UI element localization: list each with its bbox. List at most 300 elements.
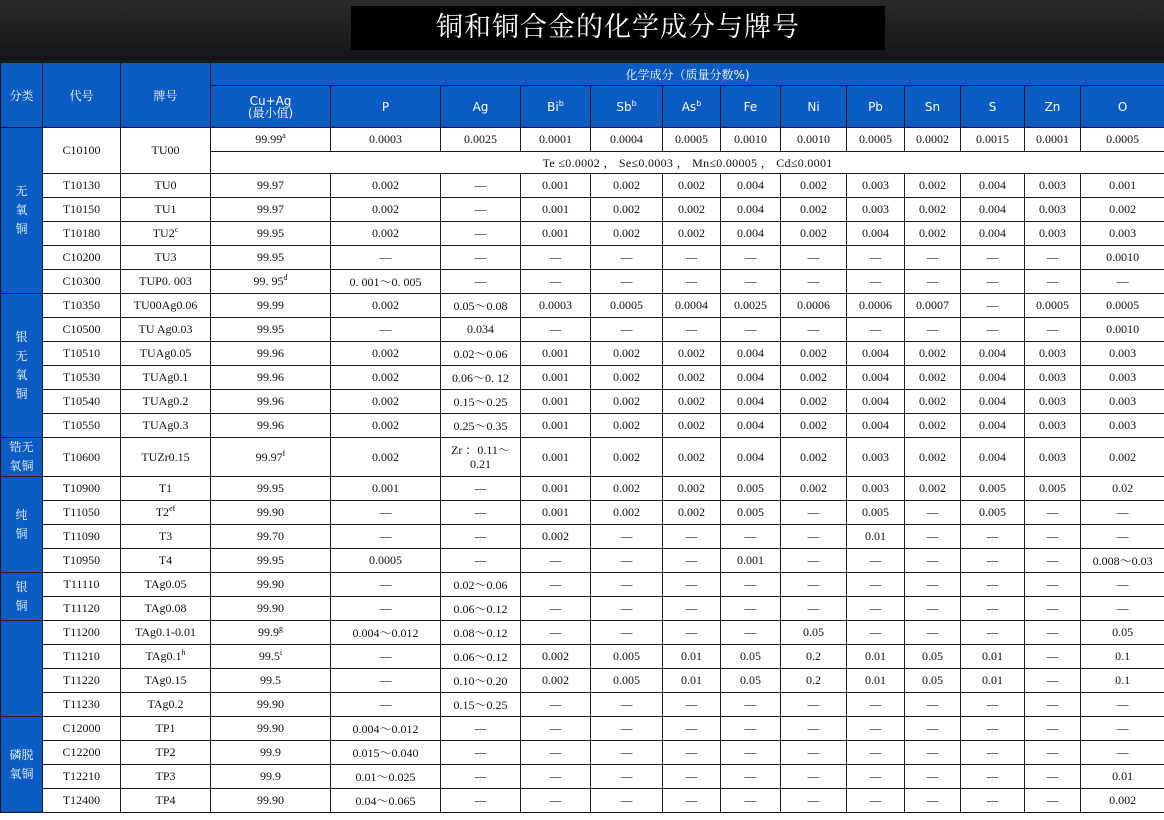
grade-cell: [121, 342, 211, 366]
cuag-value: 99.90: [257, 577, 284, 591]
element-value-cell: —: [521, 693, 591, 717]
element-value-cell: —: [441, 501, 521, 525]
element-value-cell: 0.004: [721, 390, 781, 414]
element-value-cell: 0.004: [847, 222, 905, 246]
header-element-1: [441, 86, 521, 128]
element-value-cell: 0.02: [1081, 477, 1164, 501]
cuag-value: 99.97: [255, 449, 283, 464]
grade-value: TAg0.1-0.01: [134, 625, 197, 639]
element-value-cell: 0.0006: [781, 294, 847, 318]
category-label-part: 铜: [15, 598, 28, 613]
table-row: [1, 693, 1164, 717]
cuag-cell: [211, 222, 331, 246]
element-value-cell: 0.002: [331, 294, 441, 318]
element-value-cell: —: [591, 765, 663, 789]
table-row: [1, 390, 1164, 414]
title-banner: [0, 0, 1164, 60]
element-value-cell: —: [663, 741, 721, 765]
element-value-cell: 0.002: [521, 645, 591, 669]
cuag-value: 99.90: [257, 697, 284, 711]
element-value-cell: 0.002: [905, 222, 961, 246]
header-element-name: O: [1117, 99, 1128, 114]
table-row: [1, 270, 1164, 294]
element-value-cell: 0.004: [961, 390, 1025, 414]
element-value-cell: —: [781, 765, 847, 789]
element-value-cell: —: [847, 741, 905, 765]
cuag-value: 99.70: [257, 529, 284, 543]
element-value-cell: Zr ：0.11～ 0.21: [441, 438, 521, 477]
category-cell: [1, 621, 43, 717]
element-value-cell: 0.01: [663, 669, 721, 693]
cuag-value: 99.90: [257, 721, 284, 735]
cuag-value: 99.9: [258, 625, 279, 639]
cuag-cell: [211, 741, 331, 765]
grade-value: TUZr0.15: [141, 449, 190, 464]
element-value-cell: 0.002: [905, 477, 961, 501]
grade-cell: [121, 717, 211, 741]
grade-cell: [121, 438, 211, 477]
header-element-name: P: [381, 99, 390, 114]
category-label-part: 氧: [15, 367, 28, 382]
header-element-footnote: b: [558, 98, 564, 108]
grade-cell: [121, 222, 211, 246]
category-label-part: 银: [15, 579, 28, 594]
element-value-cell: —: [721, 693, 781, 717]
element-value-cell: 0.002: [781, 342, 847, 366]
cuag-cell: [211, 198, 331, 222]
category-label-part: 氧铜: [9, 459, 34, 473]
element-value-cell: —: [1025, 645, 1081, 669]
element-value-cell: 0.002: [781, 390, 847, 414]
element-value-cell: —: [441, 789, 521, 813]
element-value-cell: 0.002: [663, 390, 721, 414]
element-value-cell: —: [847, 573, 905, 597]
element-value-cell: 0.003: [1081, 366, 1164, 390]
element-value-cell: 0.0010: [781, 128, 847, 152]
element-value-cell: 0.001: [521, 174, 591, 198]
element-value-cell: —: [721, 246, 781, 270]
element-value-cell: —: [905, 693, 961, 717]
table-row: [1, 765, 1164, 789]
element-value-cell: —: [847, 717, 905, 741]
cuag-cell: [211, 717, 331, 741]
element-value-cell: 0.002: [663, 198, 721, 222]
cuag-cell: [211, 174, 331, 198]
element-value-cell: 0.0010: [1081, 318, 1164, 342]
table-row: [1, 573, 1164, 597]
element-value-cell: 0.0005: [1081, 128, 1164, 152]
element-value-cell: 0.01: [847, 525, 905, 549]
element-value-cell: —: [961, 549, 1025, 573]
cuag-value: 99.5: [258, 649, 280, 663]
element-value-cell: —: [721, 270, 781, 294]
table-body: [1, 128, 1164, 813]
element-value-cell: 0.001: [521, 477, 591, 501]
code-cell: T11220: [43, 669, 121, 693]
element-value-cell: 0.004: [721, 222, 781, 246]
impurity-note: Te ≤0.0002 ， Se≤0.0003 ， Mn≤0.00005 ， Cd≤0.0001: [211, 152, 1164, 174]
element-value-cell: 0.05: [905, 645, 961, 669]
code-cell: T12210: [43, 765, 121, 789]
element-value-cell: —: [331, 501, 441, 525]
element-value-cell: —: [781, 246, 847, 270]
element-value-cell: —: [591, 597, 663, 621]
element-value-cell: —: [847, 318, 905, 342]
element-value-cell: —: [441, 198, 521, 222]
element-value-cell: —: [961, 789, 1025, 813]
element-value-cell: —: [441, 477, 521, 501]
element-value-cell: 0.002: [591, 414, 663, 438]
element-value-cell: 0.002: [781, 477, 847, 501]
header-element-8: [905, 86, 961, 128]
element-value-cell: 0.0005: [663, 128, 721, 152]
category-label-part: 氧: [15, 203, 28, 217]
element-value-cell: —: [847, 765, 905, 789]
grade-value: TP1: [155, 721, 176, 735]
grade-value: T3: [158, 529, 173, 543]
element-value-cell: —: [521, 597, 591, 621]
grade-cell: [121, 294, 211, 318]
code-cell: C10200: [43, 246, 121, 270]
element-value-cell: —: [905, 501, 961, 525]
element-value-cell: 0.002: [905, 366, 961, 390]
category-cell: [1, 294, 43, 438]
grade-value: TU00Ag0.06: [133, 298, 198, 312]
element-value-cell: 0.0003: [521, 294, 591, 318]
category-cell: [1, 477, 43, 573]
table-row: [1, 525, 1164, 549]
header-element-name: Zn: [1044, 99, 1061, 114]
element-value-cell: —: [331, 525, 441, 549]
grade-value: TU00: [151, 143, 180, 157]
category-label-part: 锆无: [9, 440, 34, 454]
element-value-cell: 0.001: [521, 414, 591, 438]
element-value-cell: —: [961, 294, 1025, 318]
element-value-cell: —: [441, 222, 521, 246]
element-value-cell: —: [591, 789, 663, 813]
element-value-cell: 0.05: [721, 669, 781, 693]
element-value-cell: 0.002: [663, 477, 721, 501]
element-value-cell: —: [721, 597, 781, 621]
element-value-cell: 0.2: [781, 669, 847, 693]
code-cell: T10180: [43, 222, 121, 246]
element-value-cell: 0.005: [591, 669, 663, 693]
element-value-cell: —: [847, 549, 905, 573]
table-row: [1, 741, 1164, 765]
element-value-cell: 0.002: [781, 438, 847, 477]
grade-value: T4: [158, 553, 173, 567]
element-value-cell: 0.003: [1025, 390, 1081, 414]
grade-value: TU1: [154, 202, 177, 216]
element-value-cell: —: [441, 246, 521, 270]
header-element-name: S: [988, 99, 997, 114]
cuag-footnote: g: [279, 624, 283, 633]
grade-value: TUP0. 003: [139, 274, 192, 288]
code-cell: T10950: [43, 549, 121, 573]
element-value-cell: 0.0004: [591, 128, 663, 152]
element-value-cell: —: [591, 270, 663, 294]
element-value-cell: —: [663, 246, 721, 270]
code-cell: T10150: [43, 198, 121, 222]
code-cell: T11200: [43, 621, 121, 645]
element-value-cell: 0.05: [1081, 621, 1164, 645]
element-value-cell: 0.003: [1081, 414, 1164, 438]
cuag-footnote: i: [279, 648, 283, 657]
header-cuag: [211, 86, 331, 128]
element-value-cell: —: [781, 597, 847, 621]
code-cell: T10540: [43, 390, 121, 414]
code-cell: C10100: [43, 128, 121, 174]
grade-cell: [121, 645, 211, 669]
element-value-cell: 0.1: [1081, 645, 1164, 669]
element-value-cell: 0.002: [1081, 438, 1164, 477]
element-value-cell: 0.003: [1081, 222, 1164, 246]
table-row: [1, 501, 1164, 525]
element-value-cell: 0.001: [521, 438, 591, 477]
element-value-cell: —: [1025, 669, 1081, 693]
element-value-cell: —: [905, 621, 961, 645]
element-value-cell: —: [663, 573, 721, 597]
element-value-cell: —: [1081, 501, 1164, 525]
code-cell: C12200: [43, 741, 121, 765]
grade-cell: [121, 621, 211, 645]
element-value-cell: 0.003: [1081, 390, 1164, 414]
element-value-cell: 0.0005: [1025, 294, 1081, 318]
element-value-cell: —: [441, 765, 521, 789]
element-value-cell: 0.002: [331, 438, 441, 477]
element-value-cell: —: [961, 597, 1025, 621]
element-value-cell: —: [905, 318, 961, 342]
table-row: [1, 246, 1164, 270]
element-value-cell: —: [663, 549, 721, 573]
element-value-cell: —: [331, 597, 441, 621]
element-value-cell: —: [663, 717, 721, 741]
cuag-value: 99.95: [257, 553, 284, 567]
element-value-cell: —: [781, 717, 847, 741]
table-row: [1, 645, 1164, 669]
element-value-cell: —: [1081, 573, 1164, 597]
element-value-cell: —: [781, 573, 847, 597]
code-cell: T10900: [43, 477, 121, 501]
element-value-cell: 0.002: [521, 525, 591, 549]
grade-cell: [121, 390, 211, 414]
element-value-cell: 0.003: [1025, 198, 1081, 222]
element-value-cell: 0.005: [961, 477, 1025, 501]
header-element-11: [1081, 86, 1164, 128]
category-cell: [1, 438, 43, 477]
grade-cell: [121, 198, 211, 222]
grade-value: TUAg0.05: [139, 346, 192, 360]
element-value-cell: 0.0010: [1081, 246, 1164, 270]
category-cell: [1, 573, 43, 621]
header-cuag-sub: (最小值): [247, 105, 294, 120]
cuag-cell: [211, 549, 331, 573]
element-value-cell: —: [1025, 789, 1081, 813]
element-value-cell: 0.002: [591, 477, 663, 501]
element-value-cell: 0.01: [663, 645, 721, 669]
code-cell: C10300: [43, 270, 121, 294]
element-value-cell: —: [1025, 597, 1081, 621]
element-value-cell: 0.005: [591, 645, 663, 669]
code-cell: T10130: [43, 174, 121, 198]
element-value-cell: 0.002: [905, 174, 961, 198]
header-element-2: [521, 86, 591, 128]
element-value-cell: —: [591, 525, 663, 549]
element-value-cell: 0.002: [331, 198, 441, 222]
element-value-cell: 0.003: [1025, 174, 1081, 198]
code-cell: T11110: [43, 573, 121, 597]
table-row: [1, 789, 1164, 813]
element-value-cell: 0.002: [591, 501, 663, 525]
table-row: [1, 174, 1164, 198]
element-value-cell: 0.2: [781, 645, 847, 669]
cuag-value: 99. 95: [253, 274, 284, 288]
cuag-value: 99.97: [257, 202, 284, 216]
table-row: [1, 438, 1164, 477]
table-row: [1, 198, 1164, 222]
header-element-3: [591, 86, 663, 128]
element-value-cell: —: [441, 525, 521, 549]
table-row: [1, 717, 1164, 741]
composition-table: [0, 62, 1164, 813]
element-value-cell: —: [847, 621, 905, 645]
element-value-cell: —: [521, 717, 591, 741]
element-value-cell: 0.004～0.012: [331, 621, 441, 645]
element-value-cell: 0.004: [961, 198, 1025, 222]
grade-footnote: h: [181, 648, 186, 657]
element-value-cell: 0.0025: [441, 128, 521, 152]
element-value-cell: 0.003: [1025, 414, 1081, 438]
element-value-cell: —: [905, 270, 961, 294]
element-value-cell: 0.004: [721, 198, 781, 222]
element-value-cell: 0.0010: [721, 128, 781, 152]
element-value-cell: —: [591, 246, 663, 270]
element-value-cell: 0.002: [591, 198, 663, 222]
element-value-cell: 0.06～0.12: [441, 597, 521, 621]
element-value-cell: 0.003: [847, 477, 905, 501]
table-row: [1, 669, 1164, 693]
element-value-cell: —: [721, 525, 781, 549]
element-value-cell: 0.002: [781, 366, 847, 390]
element-value-cell: —: [781, 270, 847, 294]
element-value-cell: —: [521, 270, 591, 294]
element-value-cell: —: [1081, 741, 1164, 765]
element-value-cell: 0.005: [721, 477, 781, 501]
header-element-6: [781, 86, 847, 128]
element-value-cell: 0.004～0.012: [331, 717, 441, 741]
element-value-cell: 0.002: [591, 174, 663, 198]
element-value-cell: 0.0007: [905, 294, 961, 318]
header-element-name: Bi: [547, 99, 559, 114]
grade-value: T1: [158, 481, 173, 495]
grade-cell: [121, 318, 211, 342]
category-label-part: 无: [15, 348, 28, 363]
element-value-cell: —: [961, 765, 1025, 789]
element-value-cell: —: [521, 549, 591, 573]
grade-value: TUAg0.2: [142, 394, 189, 408]
element-value-cell: —: [663, 318, 721, 342]
cuag-cell: [211, 477, 331, 501]
grade-cell: [121, 597, 211, 621]
element-value-cell: 0.002: [591, 390, 663, 414]
element-value-cell: 0. 001～0. 005: [331, 270, 441, 294]
element-value-cell: 0.25～0.35: [441, 414, 521, 438]
grade-value: TP2: [155, 745, 176, 759]
table-row: [1, 342, 1164, 366]
header-element-name: Sb: [616, 99, 632, 114]
header-element-name: Sn: [924, 99, 941, 114]
element-value-cell: 0.001: [331, 477, 441, 501]
element-value-cell: —: [905, 549, 961, 573]
element-value-cell: —: [521, 789, 591, 813]
element-value-cell: —: [663, 621, 721, 645]
element-value-cell: —: [1025, 501, 1081, 525]
element-value-cell: —: [721, 741, 781, 765]
element-value-cell: 0.001: [521, 342, 591, 366]
code-cell: T10600: [43, 438, 121, 477]
code-cell: T10350: [43, 294, 121, 318]
element-value-cell: —: [1025, 741, 1081, 765]
grade-footnote: ef: [169, 504, 176, 513]
cuag-value: 99.5: [260, 673, 281, 687]
cuag-value: 99.96: [257, 394, 284, 408]
cuag-cell: [211, 645, 331, 669]
element-value-cell: 0.02～0.06: [441, 573, 521, 597]
cuag-cell: [211, 573, 331, 597]
element-value-cell: —: [961, 525, 1025, 549]
code-cell: T10510: [43, 342, 121, 366]
element-value-cell: —: [331, 573, 441, 597]
element-value-cell: —: [961, 270, 1025, 294]
element-value-cell: —: [721, 789, 781, 813]
grade-value: TAg0.2: [147, 697, 184, 711]
table-row: [1, 128, 1164, 152]
header-element-4: [663, 86, 721, 128]
cuag-cell: [211, 366, 331, 390]
element-value-cell: —: [663, 765, 721, 789]
cuag-value: 99.99: [257, 298, 284, 312]
element-value-cell: —: [521, 741, 591, 765]
element-value-cell: —: [721, 717, 781, 741]
header-element-name: Ag: [472, 99, 489, 114]
category-label-part: 银: [15, 329, 28, 344]
element-value-cell: —: [441, 741, 521, 765]
cuag-value: 99.99: [255, 132, 283, 146]
element-value-cell: 0.015～0.040: [331, 741, 441, 765]
element-value-cell: 0.01～0.025: [331, 765, 441, 789]
element-value-cell: 0.002: [781, 414, 847, 438]
header-element-5: [721, 86, 781, 128]
element-value-cell: 0.0005: [331, 549, 441, 573]
grade-value: TUAg0.1: [142, 370, 189, 384]
grade-footnote: c: [174, 225, 179, 234]
element-value-cell: —: [905, 717, 961, 741]
element-value-cell: —: [781, 501, 847, 525]
category-label-part: 纯: [15, 507, 28, 522]
element-value-cell: 0.002: [663, 174, 721, 198]
element-value-cell: —: [1081, 270, 1164, 294]
element-value-cell: 0.001: [521, 501, 591, 525]
element-value-cell: —: [591, 621, 663, 645]
header-element-7: [847, 86, 905, 128]
element-value-cell: —: [441, 717, 521, 741]
element-value-cell: —: [905, 525, 961, 549]
element-value-cell: 0.10～0.20: [441, 669, 521, 693]
element-value-cell: —: [331, 246, 441, 270]
element-value-cell: —: [847, 693, 905, 717]
element-value-cell: 0.002: [905, 198, 961, 222]
element-value-cell: 0.0025: [721, 294, 781, 318]
